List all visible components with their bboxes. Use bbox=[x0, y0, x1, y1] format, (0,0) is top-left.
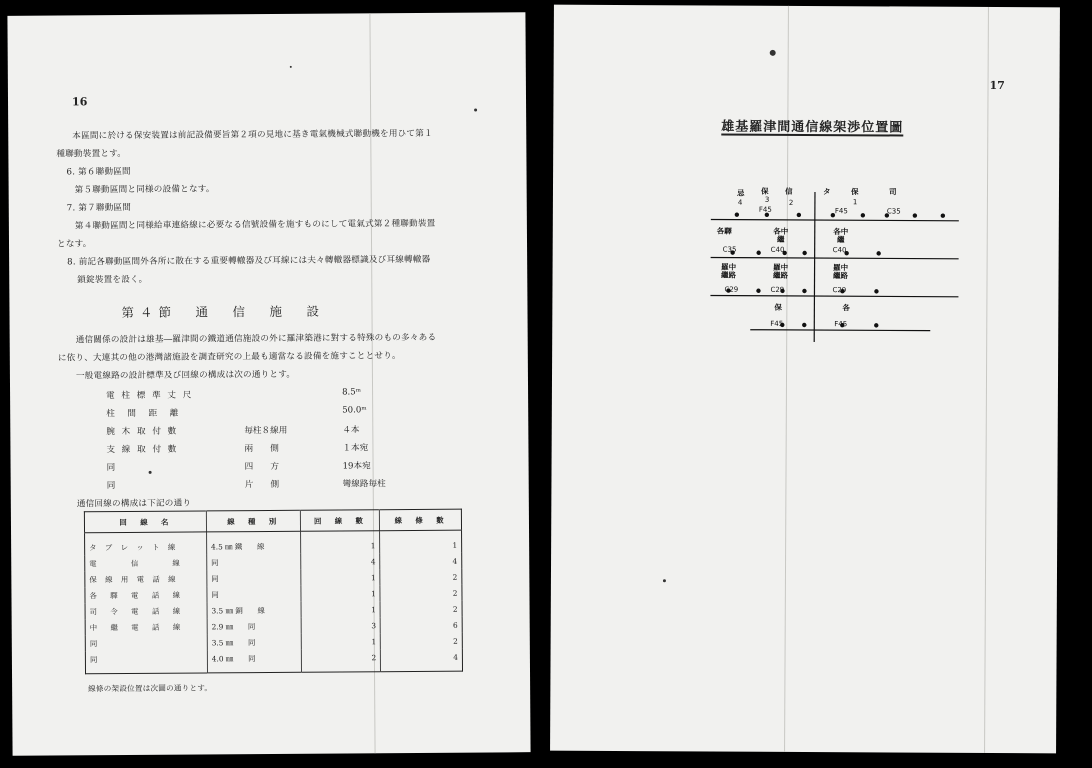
wire-code: F45 bbox=[770, 319, 784, 328]
wire-label: タ bbox=[822, 187, 831, 197]
table-cell: 中 繼 電 話 線 bbox=[85, 618, 207, 635]
table-cell: 4.0 ㎜ 同 bbox=[207, 650, 301, 673]
table-cell: 各 驛 電 話 線 bbox=[85, 586, 207, 603]
wire-number: 2 bbox=[788, 198, 794, 207]
table-cell: 2 bbox=[452, 588, 458, 598]
table-cell: 保 線 用 電 話 線 bbox=[85, 570, 207, 587]
table-cell: 1 bbox=[300, 531, 380, 554]
spec-mid: 四 方 bbox=[244, 461, 280, 473]
wire-code: C29 bbox=[770, 285, 785, 294]
wire-label: 各中 繼 bbox=[833, 227, 849, 245]
insulator bbox=[876, 251, 880, 255]
spec-mid: 兩 側 bbox=[244, 443, 279, 455]
wire-code: C40 bbox=[770, 245, 785, 254]
insulator bbox=[735, 212, 739, 216]
paper-speck bbox=[290, 66, 292, 68]
insulator bbox=[802, 289, 806, 293]
table-cell: 2 bbox=[452, 572, 458, 582]
table-cell: 1 bbox=[452, 540, 458, 550]
wire-label: 各 bbox=[842, 303, 850, 313]
insulator bbox=[913, 213, 917, 217]
wire-code: F45 bbox=[834, 320, 848, 329]
paper-speck bbox=[149, 471, 152, 474]
crossarm-line bbox=[750, 330, 930, 331]
section-heading: 第４節 通 信 施 設 bbox=[121, 303, 326, 321]
wire-code: C35 bbox=[722, 245, 737, 254]
body-line: 一般電線路の設計標準及び回線の構成は次の通りとす。 bbox=[75, 369, 296, 382]
spec-label: 同 bbox=[106, 463, 116, 474]
table-cell: タ ブ レ ッ ト 線 bbox=[85, 532, 207, 555]
insulator bbox=[874, 323, 878, 327]
page-margin-line bbox=[984, 7, 989, 753]
crossarm-line bbox=[710, 296, 958, 297]
insulator bbox=[797, 213, 801, 217]
spec-label: 電 柱 標 準 丈 尺 bbox=[106, 390, 194, 402]
spec-value: 50.0ᵐ bbox=[342, 405, 367, 416]
table-cell: 6 bbox=[452, 620, 458, 630]
wire-label: 各驛 bbox=[716, 226, 732, 236]
page-number: 16 bbox=[71, 95, 88, 109]
table-cell: 司 令 電 話 線 bbox=[85, 602, 207, 619]
spec-label: 腕 木 取 付 數 bbox=[106, 426, 179, 438]
table-intro: 通信回線の構成は下記の通り bbox=[76, 498, 192, 510]
table-cell: 4 bbox=[453, 652, 458, 662]
table-cell: 電 信 線 bbox=[85, 554, 207, 571]
left-page bbox=[7, 12, 530, 756]
body-line: 6. 第６聯動區間 bbox=[66, 166, 131, 178]
pole-crossarm-diagram bbox=[702, 181, 983, 342]
insulator bbox=[874, 289, 878, 293]
body-line: 通信關係の設計は雄基―羅津間の鐵道通信施設の外に羅津築港に對する特殊のもの多々ある bbox=[75, 332, 437, 346]
body-line: となす。 bbox=[56, 239, 92, 250]
insulator bbox=[802, 251, 806, 255]
spec-value: １本宛 bbox=[342, 443, 369, 454]
body-line: に依り、大連其の他の港灣諸施設を調査研究の上最も適當なる設備を施すこととせり。 bbox=[57, 351, 401, 364]
table-cell: 1 bbox=[301, 585, 381, 602]
table-cell: 3.5 ㎜ 銅 線 bbox=[207, 602, 301, 619]
paper-speck bbox=[663, 579, 666, 582]
spec-value: 彎線路毎柱 bbox=[342, 479, 386, 490]
table-header-row bbox=[84, 509, 461, 533]
body-line: 本區間に於ける保安装置は前記設備要旨第２項の見地に基き電氣機械式聯動機を用ひて第１ bbox=[72, 128, 433, 142]
table-header: 線 條 數 bbox=[380, 509, 462, 531]
crossarm-line bbox=[711, 258, 959, 259]
wire-label: 忌 bbox=[736, 188, 745, 198]
pole-line bbox=[814, 192, 815, 342]
wire-code: C29 bbox=[832, 286, 847, 295]
spec-mid: 毎柱８線用 bbox=[244, 425, 288, 437]
paper-speck bbox=[770, 50, 776, 56]
table-cell: 3 bbox=[301, 617, 381, 634]
body-line: 種聯動裝置とす。 bbox=[56, 148, 127, 160]
insulator bbox=[756, 289, 760, 293]
table-cell: 同 bbox=[85, 650, 207, 673]
wire-label: 各中 繼 bbox=[773, 226, 789, 244]
body-line: 8. 前記各聯動區間外各所に散在する重要轉轍器及び耳線には夫々轉轍器標識及び耳線轉轍器 bbox=[67, 254, 431, 268]
body-line: 第４聯動區間と同様給車連絡線に必要なる信號設備を施すものにして電氣式第２種聯動裝置 bbox=[74, 218, 436, 232]
wire-code: C29 bbox=[724, 285, 739, 294]
wire-label: 信 bbox=[784, 186, 793, 196]
table-cell: 同 bbox=[207, 586, 301, 603]
wire-code: C40 bbox=[832, 246, 847, 255]
footnote: 線條の架設位置は次圖の通りとす。 bbox=[88, 683, 213, 694]
body-line: 鎖錠裝置を設く。 bbox=[77, 274, 148, 286]
wire-label: 羅中 繼路 bbox=[773, 262, 789, 280]
wire-number: 4 bbox=[737, 198, 743, 207]
insulator bbox=[941, 214, 945, 218]
table-cell: 2 bbox=[301, 649, 381, 672]
wire-number: 3 bbox=[764, 195, 770, 204]
wire-label: 保 bbox=[760, 186, 769, 196]
table-cell: 4 bbox=[452, 556, 458, 566]
spec-value: ４本 bbox=[342, 425, 360, 436]
table-cell: 同 bbox=[207, 554, 301, 571]
wire-label: 保 bbox=[850, 187, 859, 197]
table-header: 回 線 名 bbox=[84, 511, 206, 533]
table-cell: 2.9 ㎜ 同 bbox=[207, 618, 301, 635]
table-row bbox=[85, 530, 462, 555]
wire-mark: C35 bbox=[886, 207, 901, 216]
body-line: 7. 第７聯動區間 bbox=[66, 202, 132, 214]
insulator bbox=[861, 213, 865, 217]
wire-mark: F45 bbox=[834, 207, 848, 216]
crossarm-line bbox=[711, 220, 959, 221]
body-line: 第５聯動區間と同様の設備となす。 bbox=[74, 184, 215, 196]
wire-mark: F45 bbox=[758, 205, 772, 214]
diagram-title: 雄基羅津間通信線架渉位置圖 bbox=[721, 119, 904, 136]
wire-label: 羅中 繼路 bbox=[833, 263, 849, 281]
wire-label: 保 bbox=[774, 302, 782, 312]
spec-label: 同 bbox=[106, 481, 116, 492]
circuit-table bbox=[84, 509, 463, 675]
table-header: 回 線 數 bbox=[300, 510, 380, 532]
wire-label: 羅中 繼路 bbox=[721, 262, 737, 280]
table-cell: 1 bbox=[301, 601, 381, 618]
table-cell: 2 bbox=[452, 604, 458, 614]
wire-number: 1 bbox=[852, 198, 858, 207]
table-cell: 4 bbox=[300, 553, 380, 570]
table-cell: 1 bbox=[301, 633, 381, 650]
spec-label: 支 線 取 付 數 bbox=[106, 444, 179, 456]
spec-value: 8.5ᵐ bbox=[342, 387, 362, 398]
spec-label: 柱 間 距 離 bbox=[106, 408, 181, 420]
table-row bbox=[85, 649, 462, 674]
insulator bbox=[756, 251, 760, 255]
wire-label: 司 bbox=[888, 187, 897, 197]
table-cell: 4.5 ㎜ 鐵 線 bbox=[206, 531, 300, 554]
table-cell: 同 bbox=[85, 634, 207, 651]
spec-mid: 片 側 bbox=[244, 479, 280, 491]
spec-value: 19本宛 bbox=[342, 461, 371, 472]
table-cell: 3.5 ㎜ 同 bbox=[207, 634, 301, 651]
insulator bbox=[802, 323, 806, 327]
table-cell: 同 bbox=[207, 570, 301, 587]
right-page bbox=[550, 5, 1060, 754]
table-cell: 2 bbox=[453, 636, 458, 646]
table-header: 線 種 別 bbox=[206, 510, 300, 532]
page-number: 17 bbox=[989, 78, 1005, 93]
table-cell: 1 bbox=[300, 569, 380, 586]
paper-speck bbox=[474, 109, 477, 112]
